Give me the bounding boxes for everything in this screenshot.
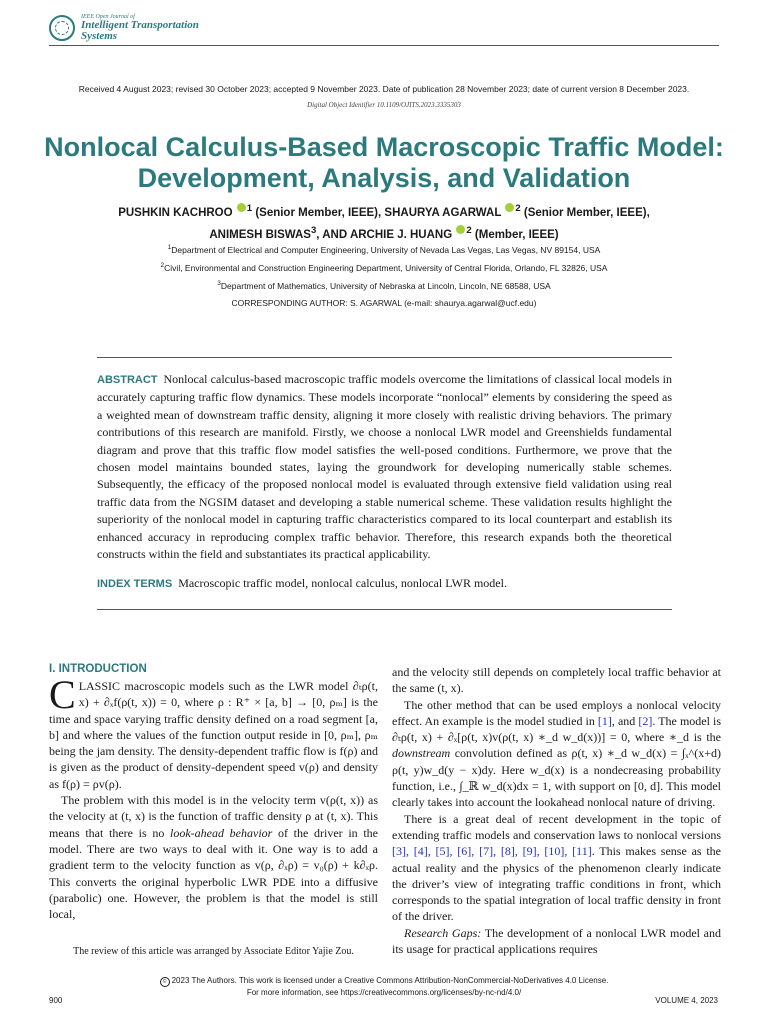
emphasis-text: downstream: [392, 746, 451, 761]
emphasis-text: look-ahead behavior: [170, 825, 273, 840]
copyright-icon: ©: [160, 977, 170, 987]
citation-links[interactable]: [3], [4], [5], [6], [7], [8], [9], [10], [11]: [392, 844, 592, 859]
emphasis-text: Research Gaps:: [404, 925, 482, 940]
orcid-icon[interactable]: [456, 225, 465, 234]
affiliation-1: [40, 244, 728, 255]
title-line-2: Development, Analysis, and Validation: [137, 163, 631, 193]
affiliation-text: Department of Electrical and Computer Engineering, University of Nevada Las Vegas, Las Vegas, NV 89154, USA: [171, 244, 601, 255]
editor-footnote: The review of this article was arranged by Associate Editor Yajie Zou.: [73, 946, 354, 957]
author-name: PUSHKIN KACHROO: [118, 206, 233, 219]
index-terms-text: Macroscopic traffic model, nonlocal calculus, nonlocal LWR model.: [178, 576, 507, 590]
author-separator: , AND: [316, 228, 350, 241]
paragraph-text: LASSIC macroscopic models such as the LWR model ∂ₜρ(t, x) + ∂ₓf(ρ(t, x)) = 0, where ρ : R⁺ × [a, b] → [0, ρₘ] is the time and space varying traffic density defined on a road segment [a, b] and where the values of the function output reside in [0, ρₘ], ρₘ being the jam density. The density-dependent traffic flow is f(ρ) and is given as the product of density-dependent speed v(ρ) and density as f(ρ) = ρv(ρ).: [49, 679, 378, 791]
intro-paragraph-5: [392, 811, 721, 925]
license-line-2[interactable]: For more information, see https://creativecommons.org/licenses/by-nc-nd/4.0/: [246, 988, 522, 997]
header-divider: [49, 45, 719, 46]
paragraph-text: . The model is ∂ₜρ(t, x) + ∂ₓ[ρ(t, x)v(ρ(t, x) ∗_d w_d(x))] = 0, where ∗_d is the: [392, 713, 722, 745]
intro-paragraph-4: [392, 697, 721, 811]
paragraph-text: convolution defined as ρ(t, x) ∗_d w_d(x) = ∫ₓ^(x+d) ρ(t, y)w_d(y − x)dy. Here w_d(x) is a nondecreasing probability function, i.e., ∫_ℝ w_d(x)dx = 1, with support on [0, d]. This model clearly takes into account the lookahead nonlocal nature of driving.: [392, 746, 721, 810]
paper-title: [30, 132, 738, 194]
paragraph-text: , and: [611, 713, 639, 728]
affiliation-2: [40, 262, 728, 273]
abstract-bottom-rule: [97, 609, 672, 610]
author-name: ANIMESH BISWAS: [209, 228, 311, 241]
citation-link[interactable]: [2]: [638, 713, 653, 728]
affiliation-sup: 3: [217, 280, 221, 287]
drop-cap: C: [49, 672, 76, 717]
journal-logo: [49, 15, 75, 41]
author-role: (Senior Member, IEEE),: [523, 206, 650, 219]
journal-prefix: IEEE Open Journal of: [81, 14, 135, 20]
affiliation-text: Department of Mathematics, University of Nebraska at Lincoln, Lincoln, NE 68588, USA: [220, 280, 551, 291]
license-text: 2023 The Authors. This work is licensed under a Creative Commons Attribution-NonCommercial-NoDerivatives 4.0 License.: [171, 976, 609, 985]
author-affil-sup: 3: [310, 224, 317, 236]
index-terms: [97, 575, 672, 593]
intro-paragraph-2: [49, 792, 378, 922]
right-column: [392, 664, 721, 957]
section-heading: I. INTRODUCTION: [49, 663, 147, 675]
author-affil-sup: 2: [466, 224, 472, 236]
left-column: [49, 661, 378, 922]
paragraph-text: . This makes sense as the actual reality and the physics of the phenomenon clearly indicate the driver’s view of integrating traffic conditions in front, which corresponds to the spatial integration of local traffic density in front of the driver.: [392, 844, 722, 924]
abstract-top-rule: [97, 357, 672, 358]
intro-paragraph-6: [392, 925, 721, 958]
abstract-text: Nonlocal calculus-based macroscopic traffic models overcome the limitations of classical local models in accurately capturing traffic flow dynamics. These models incorporate “nonlocal” elements by considering the speed as a weighted mean of downstream traffic density, aligning it more closely with realistic driving behaviors. The primary contributions of this research are manifold. Firstly, we choose a nonlocal LWR model and Greenshields fundamental diagram and prove that this traffic flow model satisfies the well-posed conditions. Furthermore, we prove that the chosen model maintains bounded states, laying the groundwork for developing numerically stable schemes. Subsequently, the efficacy of the proposed nonlocal model is evaluated through extensive field validation using real traffic data from the NGSIM dataset and developing a stable numerical scheme. These validation results highlight the superiority of the nonlocal model in capturing traffic characteristics compared to its local counterpart and establish its enhanced accuracy in reproducing complex traffic behavior. Therefore, this research expands both the theoretical constructs within the field and substantiates its practical applicability.: [97, 372, 672, 562]
title-line-1: Nonlocal Calculus-Based Macroscopic Traffic Model:: [44, 132, 724, 162]
logo-inner-ring: [55, 21, 69, 35]
orcid-icon[interactable]: [237, 203, 246, 212]
license-line-1: [49, 975, 719, 987]
author-name: ARCHIE J. HUANG: [349, 228, 453, 241]
author-name: SHAURYA AGARWAL: [384, 206, 502, 219]
author-list: [40, 200, 728, 244]
intro-paragraph-1: [49, 672, 378, 792]
abstract-label: ABSTRACT: [97, 374, 158, 386]
journal-name: Intelligent Transportation Systems: [81, 19, 199, 42]
doi: Digital Object Identifier 10.1109/OJITS.2023.3335303: [307, 101, 461, 109]
paragraph-text: The other method that can be used employs a nonlocal velocity effect. An example is the model studied in: [392, 697, 721, 728]
paragraph-text: There is a great deal of recent development in the topic of extending traffic models and conservation laws to nonlocal versions: [392, 811, 721, 842]
citation-link[interactable]: [1]: [597, 713, 612, 728]
orcid-icon[interactable]: [505, 203, 514, 212]
index-terms-label: INDEX TERMS: [97, 578, 173, 590]
affiliation-sup: 2: [160, 262, 165, 269]
volume-info: VOLUME 4, 2023: [655, 996, 718, 1005]
paragraph-text: of the driver in the model. There are two ways to deal with it. One way is to add a gradient term to the velocity function as v(ρ, ∂ₓρ) = v₀(ρ) + k∂ₓρ. This converts the original hyperbolic LWR PDE into a diffusive (parabolic) one. However, the problem is that the model is still local,: [49, 825, 378, 922]
paragraph-text: The problem with this model is in the velocity term v(ρ(t, x)) as the velocity at (t, x) is the function of traffic density ρ at (t, x). This means that there is no: [49, 793, 378, 840]
license-notice: [49, 975, 719, 999]
abstract: [97, 371, 672, 563]
intro-paragraph-3: and the velocity still depends on completely local traffic behavior at the same (t, x).: [392, 665, 721, 696]
affiliation-sup: 1: [167, 244, 172, 251]
author-affil-sup: 1: [246, 203, 253, 214]
paragraph-text: The development of a nonlocal LWR model and its usage for practical applications requires: [392, 925, 721, 957]
page-number: 900: [49, 996, 63, 1005]
received-dates: Received 4 August 2023; revised 30 October 2023; accepted 9 November 2023. Date of publication 28 November 2023; date of current version 8 December 2023.: [78, 84, 690, 94]
affiliation-3: [40, 280, 728, 291]
author-role: (Member, IEEE): [474, 228, 559, 241]
affiliation-text: Civil, Environmental and Construction Engineering Department, University of Central Florida, Orlando, FL 32826, USA: [164, 262, 608, 273]
author-affil-sup: 2: [515, 203, 521, 214]
corresponding-author: CORRESPONDING AUTHOR: S. AGARWAL (e-mail: shaurya.agarwal@ucf.edu): [231, 298, 537, 308]
author-role: (Senior Member, IEEE),: [255, 206, 382, 219]
